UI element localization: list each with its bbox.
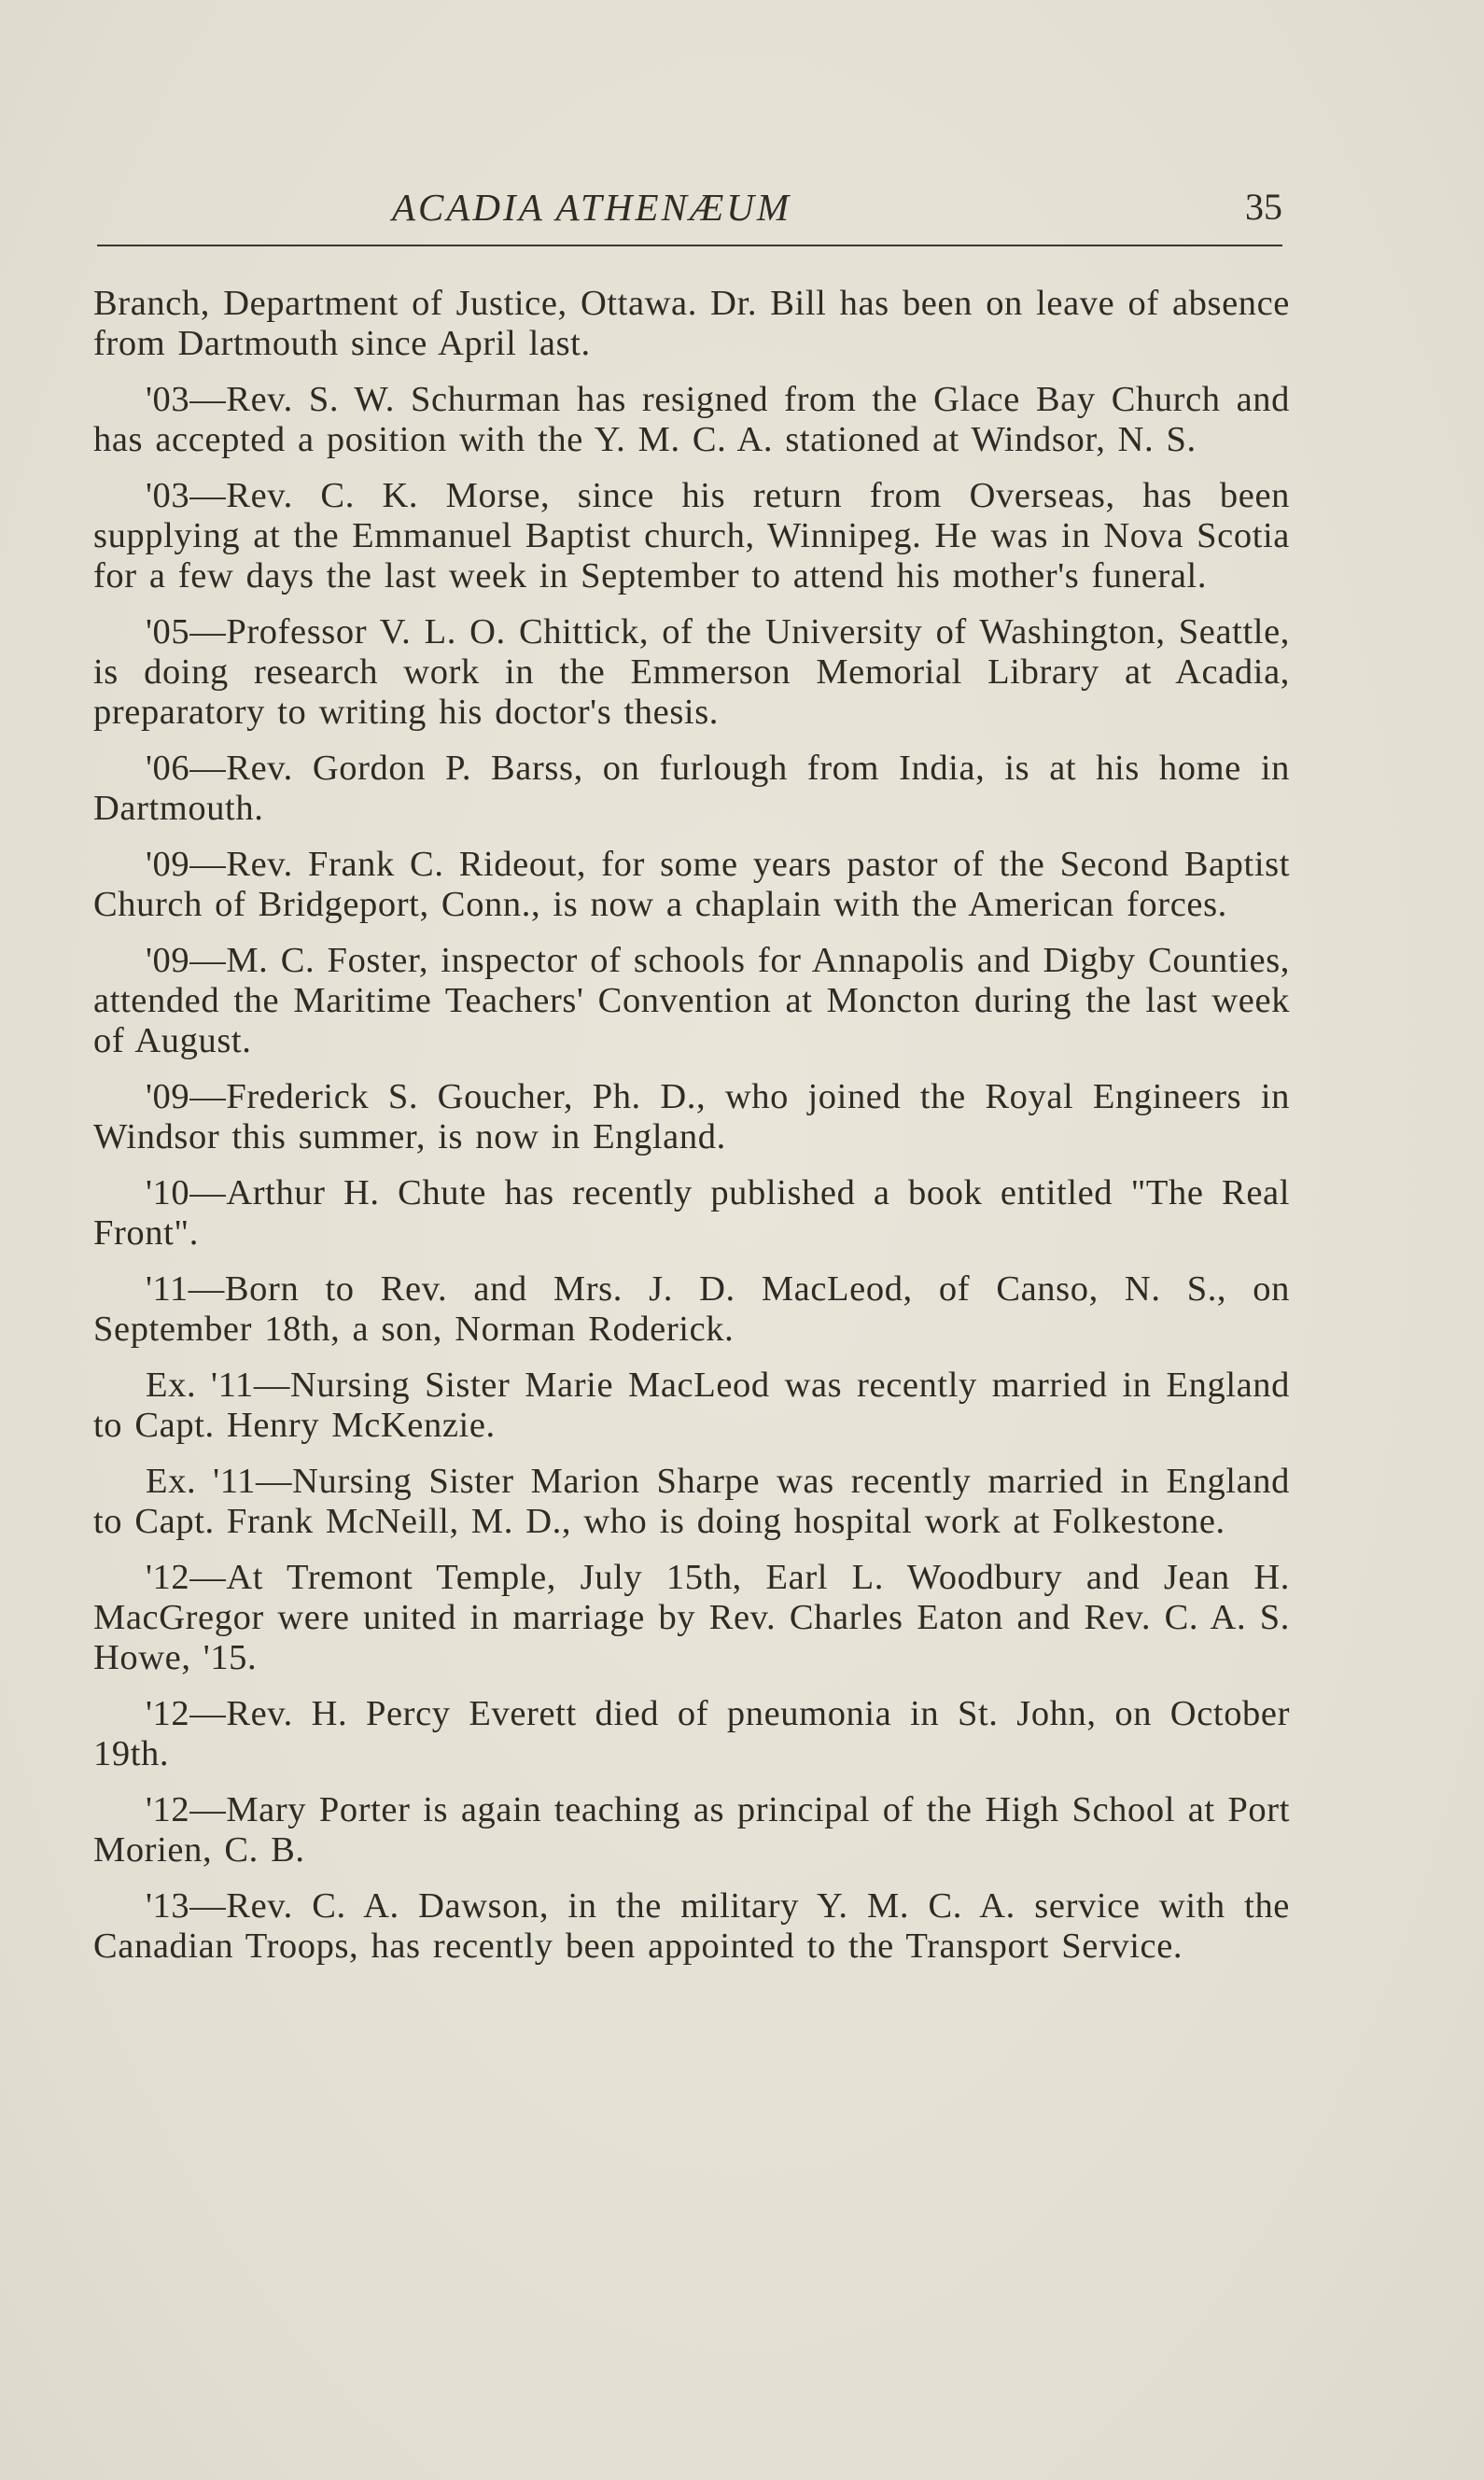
paragraph: '06—Rev. Gordon P. Barss, on furlough from India, is at his home in Dartmouth. [93,749,1290,828]
running-title: ACADIA ATHENÆUM [392,186,792,229]
paragraph: Ex. '11—Nursing Sister Marie MacLeod was recently married in England to Capt. Henry McKenzie. [93,1366,1290,1445]
paragraph: '12—At Tremont Temple, July 15th, Earl L. Woodbury and Jean H. MacGregor were united in marriage by Rev. Charles Eaton and Rev. C. A. S. Howe, '15. [93,1558,1290,1677]
paragraph: '11—Born to Rev. and Mrs. J. D. MacLeod, of Canso, N. S., on September 18th, a son, Norman Roderick. [93,1269,1290,1349]
paragraph: '12—Mary Porter is again teaching as principal of the High School at Port Morien, C. B. [93,1790,1290,1870]
paragraph: Branch, Department of Justice, Ottawa. Dr. Bill has been on leave of absence from Dartmouth since April last. [93,284,1290,363]
paragraph: '10—Arthur H. Chute has recently published a book entitled "The Real Front". [93,1173,1290,1253]
article-body [93,284,1290,1983]
paragraph: Ex. '11—Nursing Sister Marion Sharpe was recently married in England to Capt. Frank McNeill, M. D., who is doing hospital work at Folkestone. [93,1462,1290,1541]
paragraph: '12—Rev. H. Percy Everett died of pneumonia in St. John, on October 19th. [93,1694,1290,1773]
paragraph: '09—Frederick S. Goucher, Ph. D., who joined the Royal Engineers in Windsor this summer, is now in England. [93,1077,1290,1156]
paragraph: '13—Rev. C. A. Dawson, in the military Y. M. C. A. service with the Canadian Troops, has recently been appointed to the Transport Service. [93,1886,1290,1966]
paragraph: '03—Rev. C. K. Morse, since his return from Overseas, has been supplying at the Emmanuel Baptist church, Winnipeg. He was in Nova Scotia for a few days the last week in September to attend his mother's funeral. [93,476,1290,595]
page-header [97,185,1282,246]
paragraph: '09—M. C. Foster, inspector of schools for Annapolis and Digby Counties, attended the Maritime Teachers' Convention at Moncton during the last week of August. [93,941,1290,1060]
paragraph: '09—Rev. Frank C. Rideout, for some years pastor of the Second Baptist Church of Bridgeport, Conn., is now a chaplain with the American forces. [93,845,1290,924]
paragraph: '03—Rev. S. W. Schurman has resigned from the Glace Bay Church and has accepted a position with the Y. M. C. A. stationed at Windsor, N. S. [93,380,1290,459]
page-number: 35 [1245,186,1282,228]
paragraph: '05—Professor V. L. O. Chittick, of the University of Washington, Seattle, is doing research work in the Emmerson Memorial Library at Acadia, preparatory to writing his doctor's thesis. [93,612,1290,732]
